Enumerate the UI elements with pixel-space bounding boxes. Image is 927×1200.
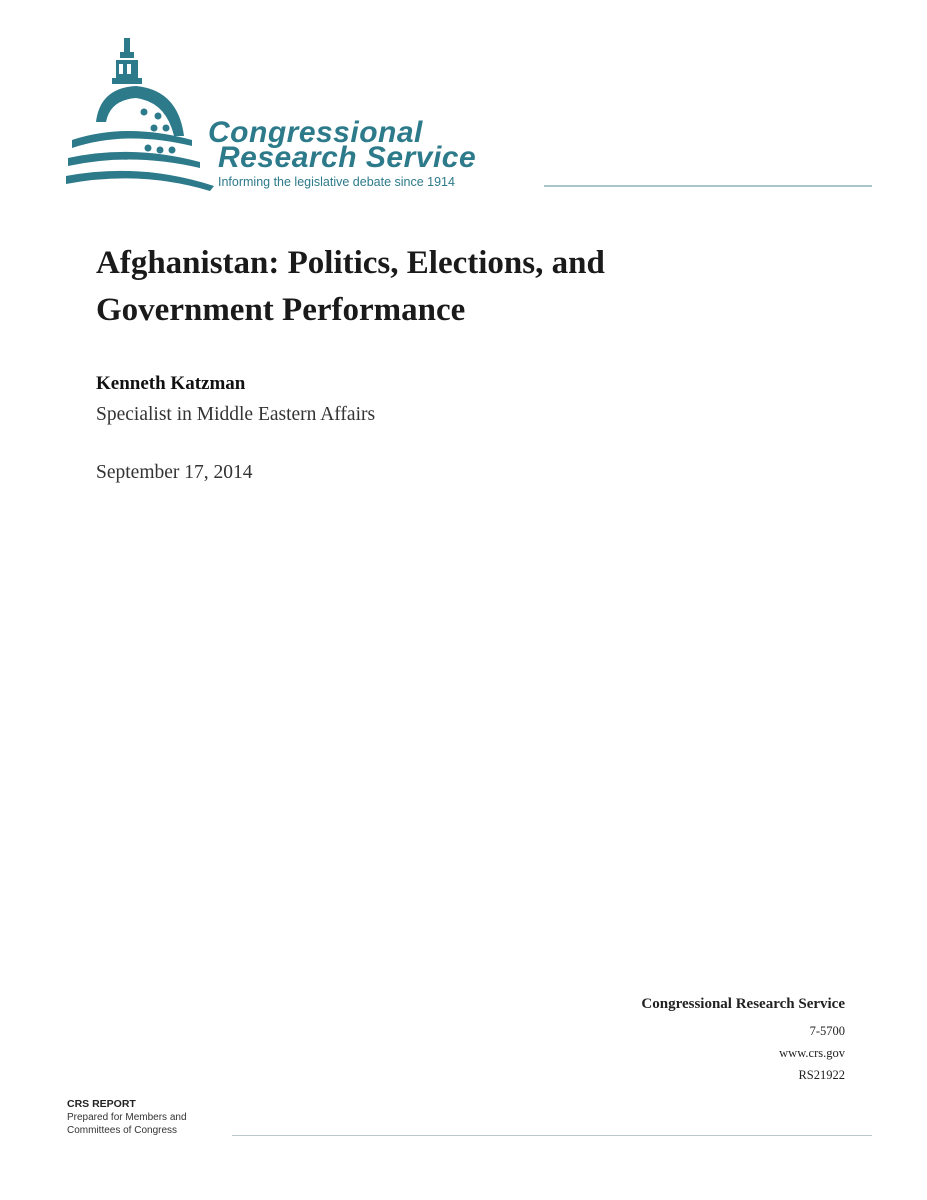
org-name-second-line: Research Service — [218, 141, 477, 174]
report-title-second-line: Government Performance — [96, 292, 466, 328]
footer-code: 7-5700 — [809, 1024, 845, 1038]
footer-org-name: Congressional Research Service — [641, 996, 845, 1012]
crs-report-note: Prepared for Members and — [67, 1112, 187, 1123]
footer-divider — [232, 1135, 872, 1136]
header-divider — [544, 185, 872, 187]
crs-report-label: CRS REPORT — [67, 1098, 136, 1110]
report-header — [0, 0, 927, 200]
author-role: Specialist in Middle Eastern Affairs — [96, 404, 376, 425]
org-name: Congressional — [208, 116, 423, 149]
capitol-dome-icon — [66, 36, 216, 192]
report-title: Afghanistan: Politics, Elections, and — [96, 245, 605, 281]
footer-website: www.crs.gov — [779, 1046, 845, 1060]
org-tagline: Informing the legislative debate since 1914 — [218, 175, 455, 189]
footer-report-id: RS21922 — [798, 1068, 845, 1082]
author-name: Kenneth Katzman — [96, 373, 246, 394]
report-date: September 17, 2014 — [96, 462, 253, 483]
crs-report-note-second-line: Committees of Congress — [67, 1125, 178, 1136]
